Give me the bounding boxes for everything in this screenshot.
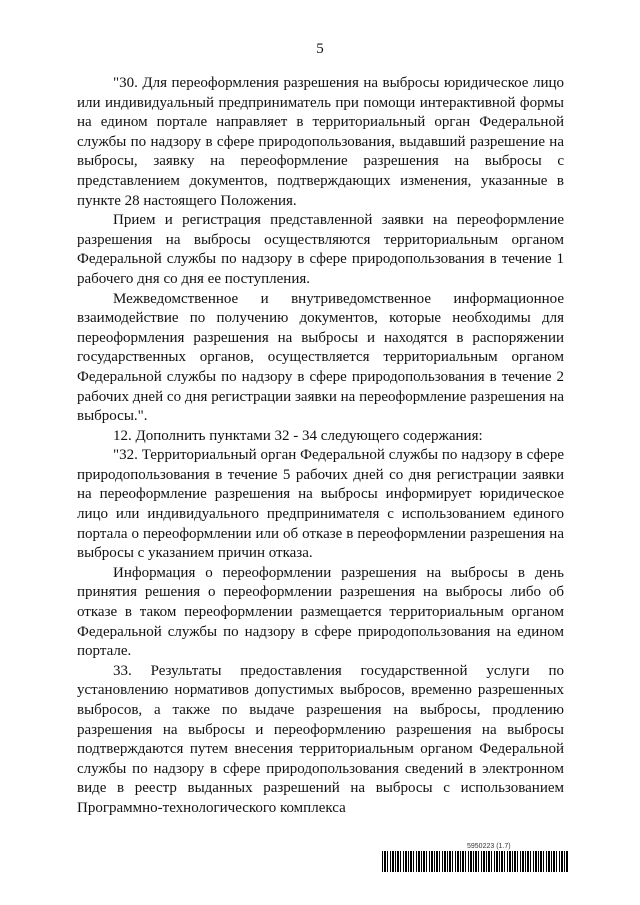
paragraph-interaction: Межведомственное и внутриведомственное информационное взаимодействие по получению документов, которые необходимы для переоформления разрешения на выбросы и находятся в распоряжении государственных органов, осуществляется территориальным органом Федеральной службы по надзору в сфере природопользования в течение 2 рабочих дней со дня регистрации заявки на переоформление разрешения на выбросы.".: [77, 290, 564, 425]
paragraph-32: "32. Территориальный орган Федеральной службы по надзору в сфере природопользования в течение 5 рабочих дней со дня регистрации заявки на переоформление разрешения на выбросы информирует юридическое лицо или индивидуального предпринимателя с использованием единого портала о переоформлении или об отказе в переоформлении разрешения на выбросы с указанием причин отказа.: [77, 447, 564, 562]
document-body: [77, 74, 564, 819]
paragraph-30: "30. Для переоформления разрешения на выбросы юридическое лицо или индивидуальный предприниматель при помощи интерактивной формы на едином портале направляет в территориальный орган Федеральной службы по надзору в сфере природопользования, выдавший разрешение на выбросы, заявку на переоформление разрешения на выбросы с представлением документов, подтверждающих изменения, указанные в пункте 28 настоящего Положения.: [77, 75, 564, 209]
page-number: 5: [316, 41, 324, 57]
paragraph-registration: Прием и регистрация представленной заявки на переоформление разрешения на выбросы осуществляются территориальным органом Федеральной службы по надзору в сфере природопользования в течение 1 рабочего дня со дня ее поступления.: [77, 212, 564, 287]
document-code: 5950223 (1.7): [467, 843, 511, 850]
barcode: [382, 851, 568, 872]
paragraph-33: 33. Результаты предоставления государственной услуги по установлению нормативов допустимых выбросов, временно разрешенных выбросов, а также по выдаче разрешения на выбросы, продлению разрешения на выбросы и переоформлению разрешения на выбросы подтверждаются путем внесения территориальным органом Федеральной службы по надзору в сфере природопользования сведений в электронном виде в реестр выданных разрешений на выбросы с использованием Программно-технологического комплекса: [77, 662, 564, 816]
paragraph-amendment-12: 12. Дополнить пунктами 32 - 34 следующего содержания:: [113, 427, 483, 444]
paragraph-information: Информация о переоформлении разрешения на выбросы в день принятия решения о переоформлении разрешения на выбросы либо об отказе в таком переоформлении размещается территориальным органом Федеральной службы по надзору в сфере природопользования на едином портале.: [77, 564, 564, 660]
